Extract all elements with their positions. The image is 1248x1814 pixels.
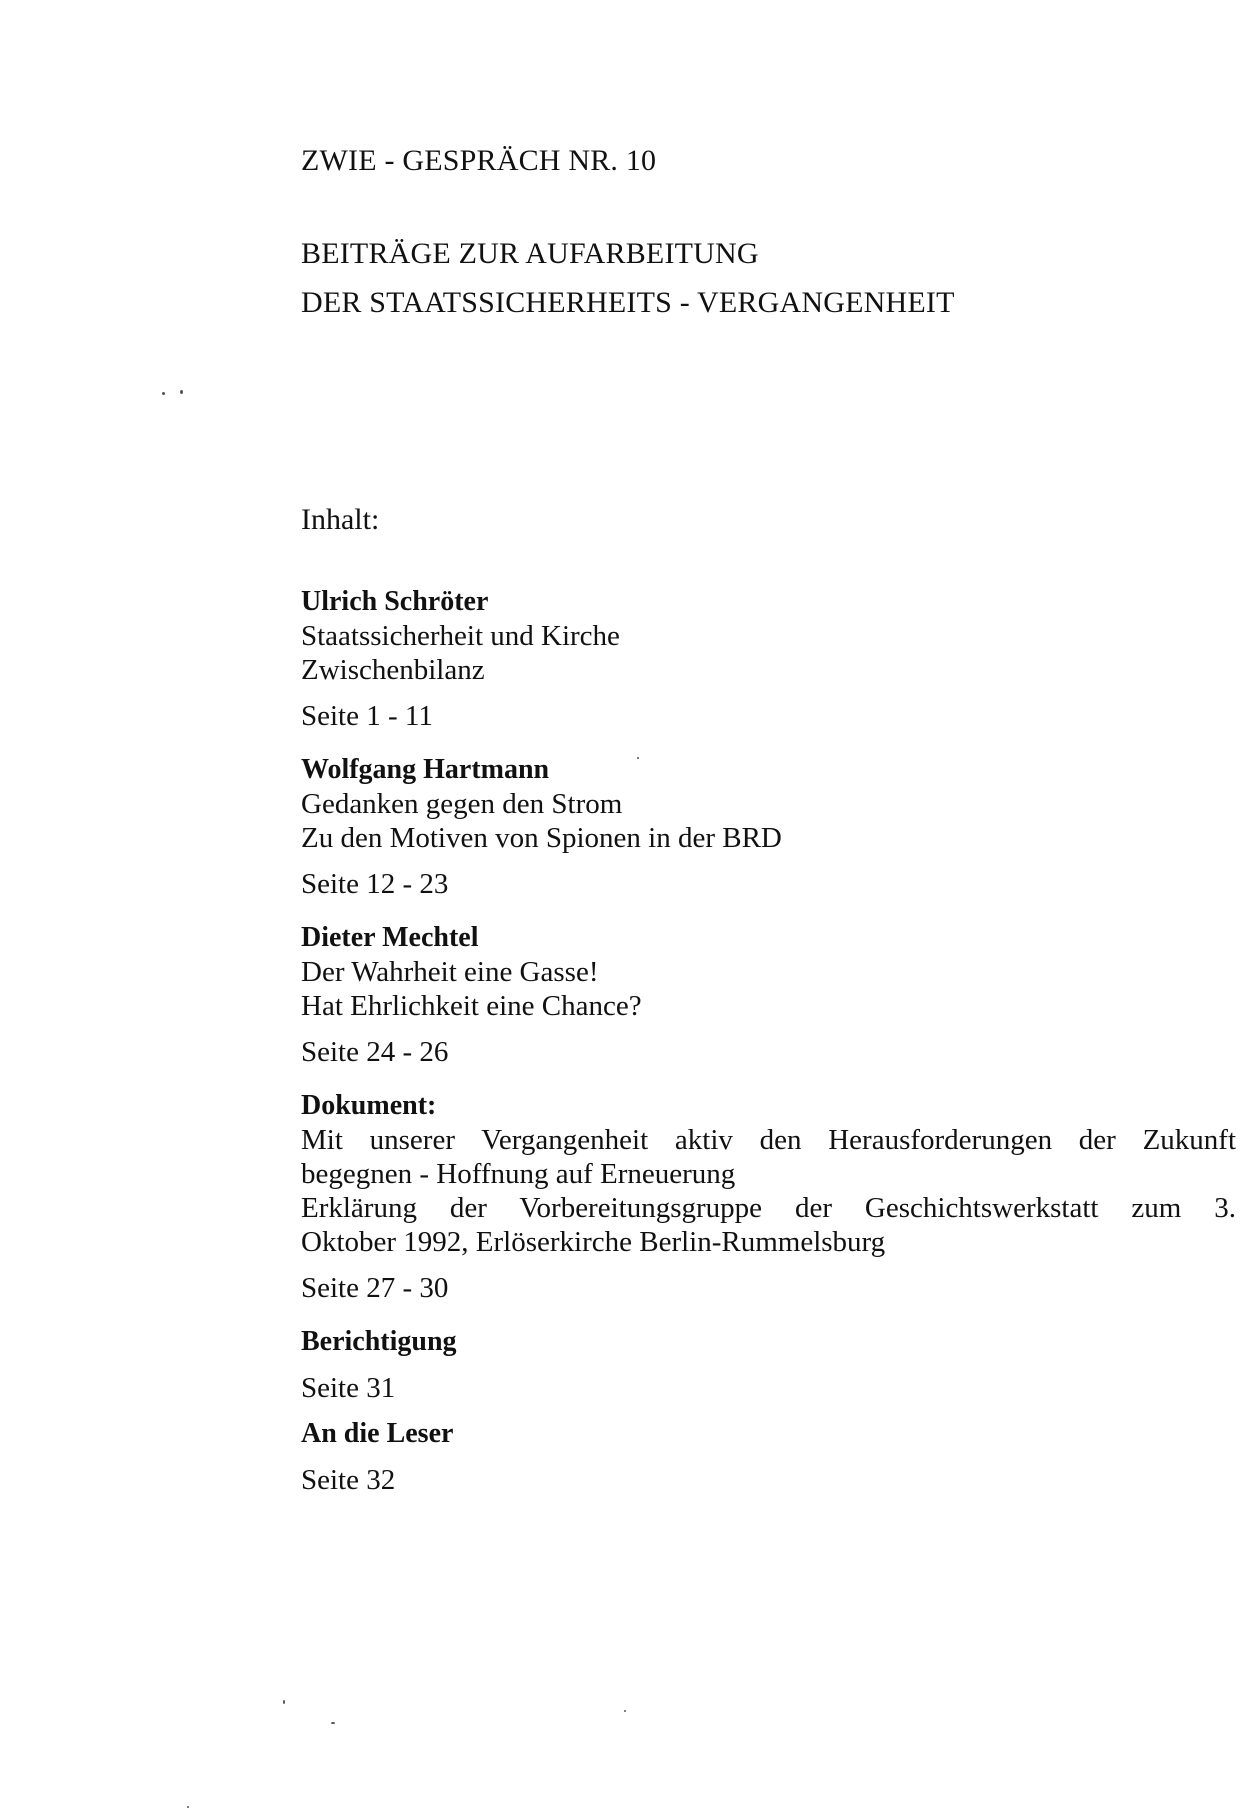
toc-entry — [301, 753, 1241, 901]
entry-description-line: Mit unserer Vergangenheit aktiv den Herausforderungen der Zukunft — [301, 1124, 1236, 1156]
issue-heading: ZWIE - GESPRÄCH NR. 10 — [301, 144, 657, 177]
series-title-line-1: BEITRÄGE ZUR AUFARBEITUNG — [301, 237, 759, 270]
entry-title: Gedanken gegen den Strom — [301, 788, 623, 820]
entry-title: Staatssicherheit und Kirche — [301, 620, 620, 652]
toc-entry — [301, 1325, 1241, 1405]
entry-pages: Seite 12 - 23 — [301, 868, 449, 900]
entry-author: Ulrich Schröter — [301, 586, 489, 617]
toc-entry — [301, 921, 1241, 1069]
entry-pages: Seite 32 — [301, 1464, 396, 1496]
series-title-line-2: DER STAATSSICHERHEITS - VERGANGENHEIT — [301, 286, 955, 319]
entry-author: An die Leser — [301, 1418, 454, 1449]
entry-description-line: Erklärung der Vorbereitungsgruppe der Geschichtswerkstatt zum 3. — [301, 1192, 1236, 1224]
entry-subtitle: Zwischenbilanz — [301, 654, 485, 686]
entry-author: Dokument: — [301, 1090, 437, 1121]
scan-speck — [331, 1722, 335, 1724]
entry-description-line: begegnen - Hoffnung auf Erneuerung — [301, 1158, 736, 1190]
toc-entry — [301, 1417, 1241, 1497]
entry-subtitle: Hat Ehrlichkeit eine Chance? — [301, 990, 642, 1022]
entry-author: Berichtigung — [301, 1326, 457, 1357]
scan-speck — [624, 1710, 626, 1712]
entry-description-line: Oktober 1992, Erlöserkirche Berlin-Rummelsburg — [301, 1226, 886, 1258]
entry-pages: Seite 1 - 11 — [301, 700, 433, 732]
toc-entry — [301, 585, 1241, 733]
scan-speck — [283, 1700, 285, 1704]
entry-pages: Seite 27 - 30 — [301, 1272, 449, 1304]
entry-subtitle: Zu den Motiven von Spionen in der BRD — [301, 822, 782, 854]
toc-entry — [301, 1089, 1241, 1305]
entry-author: Dieter Mechtel — [301, 922, 479, 953]
entry-title: Der Wahrheit eine Gasse! — [301, 956, 599, 988]
scan-speck — [162, 392, 165, 395]
entry-pages: Seite 24 - 26 — [301, 1036, 449, 1068]
scan-speck — [637, 757, 639, 759]
entry-pages: Seite 31 — [301, 1372, 396, 1404]
table-of-contents — [301, 585, 1241, 1497]
scan-speck — [187, 1806, 189, 1808]
scan-speck — [180, 390, 183, 394]
toc-label: Inhalt: — [301, 503, 380, 536]
entry-author: Wolfgang Hartmann — [301, 754, 550, 785]
